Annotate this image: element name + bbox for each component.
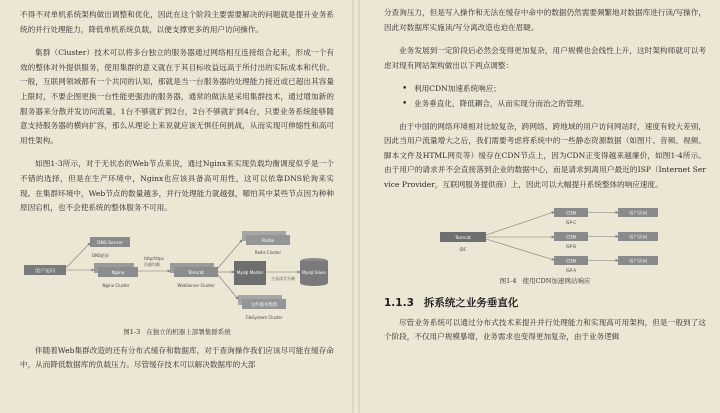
filesystem-cluster-label: FileSystem Cluster (245, 314, 283, 320)
connector-tomcat-cdn-c (486, 212, 554, 235)
figure-1-3-number: 图1-3 (123, 327, 141, 336)
figure-1-4-number: 图1-4 (499, 276, 517, 285)
left-paragraph-1: 不得不对单机系统架构做出调整和优化，因此在这个阶段主要需要解决的问题就是提升业务系统的并行处理能力，降低单机系统负载，以便支撑更多的用户访问操作。 (20, 10, 334, 34)
figure-1-3-caption (20, 327, 334, 336)
webserver-cluster-label: WebServer Cluster (177, 282, 215, 288)
mysql-master-label: Mysql Master (236, 269, 264, 275)
redis-label: Redis (261, 238, 275, 244)
cdn-c-label: CDN (566, 211, 576, 217)
user-access-label: 用户访问 (34, 268, 56, 275)
user-access-c-label: 用户访问 (629, 211, 647, 217)
file-storage-label: 文件服务集群 (250, 302, 278, 308)
list-item: • 业务垂直化，降低耦合，从而实现分而治之的管理。 (414, 97, 706, 112)
isp-a-label: ISP-A (565, 267, 577, 273)
page-gutter (352, 0, 360, 413)
list-item: • 利用CDN加速系统响应； (414, 82, 706, 97)
left-paragraph-2: 集群（Cluster）技术可以将多台独立的服务器通过网络相互连接组合起来，形成一个有效的整体对外提供服务，使用集群的意义就在于其目标收益远高于所付出的实际成本和代价。一般，互联网领域都有一个共同的认知，那就是当一台服务器的处理能力接近或已超出其容量上限时，不要企图更换一台性能更强劲的服务器，通常的做法是采用集群技术，通过增加新的服务器来分散并发访问流量，1台不够就扩到2台，2台不够就扩到4台，只要业务系统能够随意支持服务器的横向扩容，那么从理论上来说就应该无惧任何挑战，从而实现可伸缩性和高可用性架构。 (20, 48, 334, 145)
webserver-label: Tomcat (187, 270, 205, 276)
figure-1-3-title: 在独立的机器上部署集群系统 (146, 327, 231, 336)
isp-c-label: ISP-C (565, 219, 577, 225)
figure-1-4-title: 使用CDN加速网站响应 (522, 276, 591, 285)
nginx-label: Nginx (111, 270, 125, 276)
nginx-cluster-label: Nginx Cluster (102, 282, 130, 288)
cdn-diagram (384, 202, 702, 274)
user-access-a-label: 用户访问 (629, 259, 647, 265)
redis-cluster-label: Redis Cluster (254, 249, 282, 255)
connector-tomcat-cdn-a (486, 239, 554, 260)
cdn-a-label: CDN (566, 259, 576, 265)
dns-server-label: DNS Server (97, 240, 123, 246)
right-page (360, 0, 720, 413)
isp-b-label: ISP-B (565, 243, 577, 249)
idc-label: IDC (459, 246, 467, 252)
loadbalance-label: 负载均衡 (144, 261, 160, 267)
left-paragraph-4: 伴随着Web集群改造的还有分布式缓存和数据库，对于查询操作我们应该尽可能在缓存命中，从而降低数据库的负载压力。尽管缓存技术可以解决数据库的大部 (20, 345, 334, 370)
right-paragraph-3: 由于中国的网络环境相对比较复杂，跨网络、跨地域的用户访问网站时，速度有较大差别，因此当用户流量增大之后，我们需要考虑将系统中的一些静态资源数据（如图片、音频、视频、脚本文件及HTML网页等）缓存在CDN节点上，因为CDN正变得越来越廉价，如图1-4所示。由于用户的请求并不会直接落到企业的数据中心，而是请求到离用户最近的ISP（Internet Service Provider，互联网服务提供商）上，因此可以大幅提升系统整体的响应速度。 (384, 121, 706, 189)
left-page (0, 0, 352, 413)
http-https-label: http/https (144, 255, 164, 261)
cdn-b-label: CDN (566, 235, 576, 241)
right-paragraph-4: 尽管业务系统可以通过分布式技术来提升并行处理能力和实现高可用架构，但是一般到了这个阶段，不仅用户规模暴增，业务需求也变得更加复杂，由于业务逻辑 (384, 317, 706, 342)
cluster-architecture-diagram (20, 225, 334, 325)
adjustment-list (384, 82, 706, 111)
user-access-b-label: 用户访问 (629, 235, 647, 241)
section-heading (384, 295, 706, 310)
figure-1-4-caption (384, 276, 706, 285)
right-paragraph-2: 业务发展到一定阶段后必然会变得更加复杂，用户规模也会线性上升，这时架构师就可以考虑对现有网站架构做出以下两点调整： (384, 46, 706, 70)
tomcat-label: Tomcat (454, 235, 472, 241)
mysql-slave-bottom (300, 280, 328, 286)
dns-poll-label: DNS轮询 (92, 252, 109, 258)
section-number: 1.1.3 (384, 296, 414, 309)
section-title: 拆系统之业务垂直化 (423, 296, 519, 309)
right-paragraph-1: 分查询压力，但是写入操作和无法在缓存中命中的数据仍然需要频繁地对数据库进行读/写操作，因此对数据库实施读/写分离改造也迫在眉睫。 (384, 8, 706, 32)
left-paragraph-3: 如图1-3所示，对于无状态的Web节点来说，通过Nginx来实现负载均衡调度似乎是一个不错的选择，但是在生产环境中，Nginx也应该具备高可用性，这可以依靠DNS轮询来实现。在集群环境中，Web节点的数量越多，并行处理能力就越强，哪怕其中某些节点因为种种原因宕机，也不会使系统的整体服务不可用。 (20, 159, 334, 213)
master-slave-label: 主从读写分离 (271, 275, 295, 281)
mysql-slave-label: Mysql Slave (302, 269, 326, 275)
connector-user-dns (66, 243, 90, 268)
